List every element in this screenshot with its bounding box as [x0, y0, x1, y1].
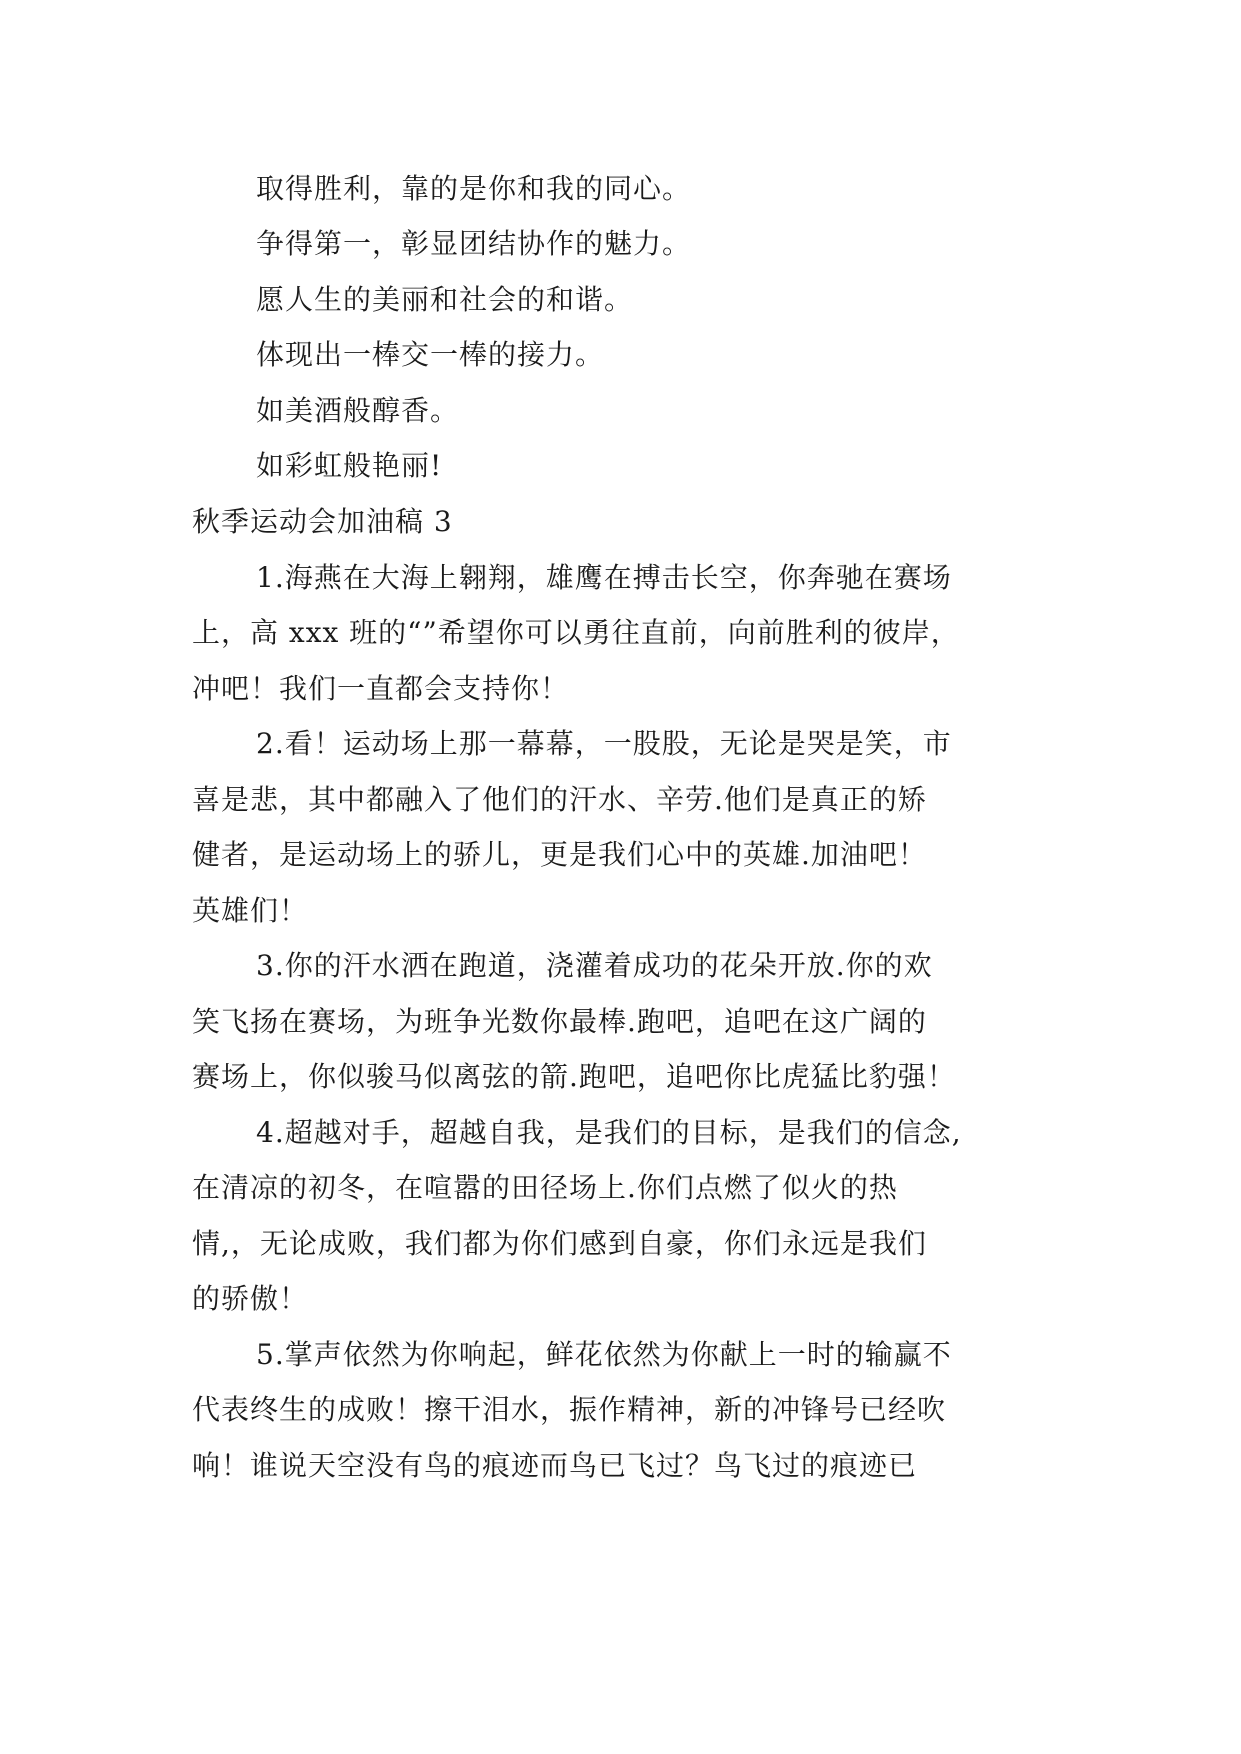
paragraph-line: 5.掌声依然为你响起，鲜花依然为你献上一时的输赢不 — [256, 1338, 952, 1371]
paragraph-line: 在清凉的初冬，在喧嚣的田径场上.你们点燃了似火的热 — [192, 1171, 898, 1204]
paragraph-line: 笑飞扬在赛场，为班争光数你最棒.跑吧，追吧在这广阔的 — [192, 1005, 927, 1038]
paragraph-line: 的骄傲！ — [192, 1282, 309, 1315]
paragraph-line: 2.看！运动场上那一幕幕，一股股，无论是哭是笑，市 — [256, 727, 952, 760]
poem-line: 取得胜利，靠的是你和我的同心。 — [256, 172, 692, 205]
paragraph-line: 4.超越对手，超越自我，是我们的目标，是我们的信念, — [256, 1116, 962, 1149]
paragraph-line: 代表终生的成败！擦干泪水，振作精神，新的冲锋号已经吹 — [192, 1393, 947, 1426]
paragraph-line: 情,，无论成败，我们都为你们感到自豪，你们永远是我们 — [192, 1227, 927, 1260]
poem-line: 如美酒般醇香。 — [256, 394, 460, 427]
paragraph-line: 喜是悲，其中都融入了他们的汗水、辛劳.他们是真正的矫 — [192, 783, 927, 816]
paragraph-line: 英雄们！ — [192, 894, 309, 927]
poem-line: 愿人生的美丽和社会的和谐。 — [256, 283, 634, 316]
poem-line: 争得第一，彰显团结协作的魅力。 — [256, 227, 692, 260]
poem-line: 体现出一棒交一棒的接力。 — [256, 338, 605, 371]
paragraph-line: 响！谁说天空没有鸟的痕迹而鸟已飞过？鸟飞过的痕迹已 — [192, 1449, 918, 1482]
paragraph-line: 赛场上，你似骏马似离弦的箭.跑吧，追吧你比虎猛比豹强！ — [192, 1060, 956, 1093]
poem-line: 如彩虹般艳丽! — [256, 449, 443, 482]
paragraph-line: 冲吧！我们一直都会支持你！ — [192, 672, 570, 705]
section-title: 秋季运动会加油稿 3 — [192, 505, 453, 538]
paragraph-line: 健者，是运动场上的骄儿，更是我们心中的英雄.加油吧！ — [192, 838, 927, 871]
paragraph-line: 上，高 xxx 班的“”希望你可以勇往直前，向前胜利的彼岸， — [192, 616, 960, 649]
paragraph-line: 3.你的汗水洒在跑道，浇灌着成功的花朵开放.你的欢 — [256, 949, 933, 982]
paragraph-line: 1.海燕在大海上翱翔，雄鹰在搏击长空，你奔驰在赛场 — [256, 561, 952, 594]
